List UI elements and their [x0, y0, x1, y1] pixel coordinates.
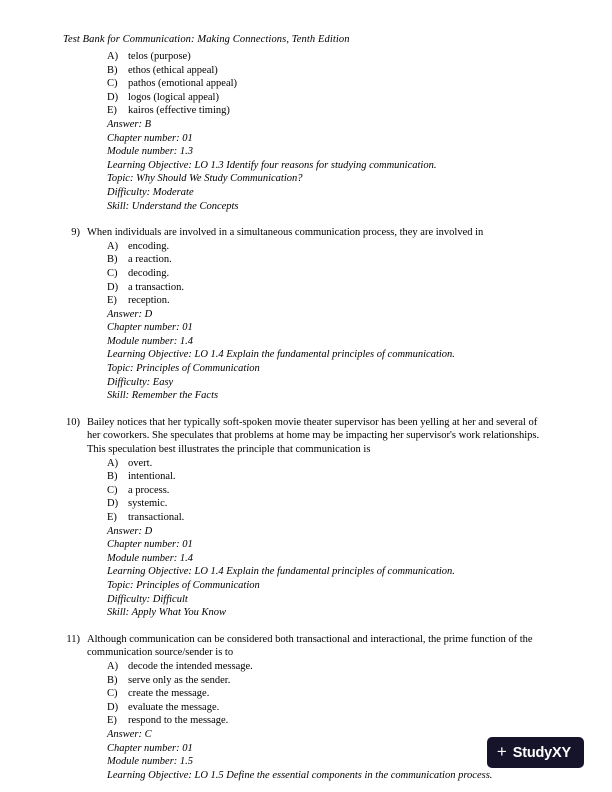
block-spacer [63, 620, 553, 633]
document-header: Test Bank for Communication: Making Connections, Tenth Edition [63, 34, 350, 45]
option-text: reception. [128, 295, 170, 307]
option-label: E) [107, 105, 117, 117]
option-item[interactable] [107, 50, 553, 64]
option-text: telos (purpose) [128, 51, 191, 62]
metadata-module: Module number: 1.4 [107, 552, 194, 564]
question-metadata [63, 118, 553, 213]
studyxy-watermark [487, 737, 584, 768]
option-label: E) [107, 512, 117, 523]
option-label: E) [107, 715, 117, 727]
metadata-answer: Answer: D [107, 308, 153, 320]
question-stem-line [63, 226, 553, 240]
option-text: encoding. [128, 240, 170, 252]
plus-icon: + [496, 742, 507, 761]
option-text: pathos (emotional appeal) [128, 78, 238, 90]
option-item[interactable] [107, 511, 553, 525]
option-item[interactable] [107, 104, 553, 118]
metadata-skill: Skill: Apply What You Know [107, 607, 227, 619]
metadata-answer: Answer: C [107, 728, 152, 740]
question-number: 11) [66, 633, 80, 645]
metadata-chapter: Chapter number: 01 [107, 322, 193, 334]
metadata-objective: Learning Objective: LO 1.3 Identify four reasons for studying communication. [107, 159, 437, 171]
option-label: A) [107, 240, 119, 252]
metadata-module: Module number: 1.4 [107, 335, 194, 347]
metadata-module: Module number: 1.5 [107, 756, 194, 768]
watermark-label: StudyXY [512, 744, 571, 761]
option-text: a transaction. [128, 281, 184, 293]
block-spacer [63, 403, 553, 416]
option-item[interactable] [107, 294, 553, 308]
metadata-objective: Learning Objective: LO 1.4 Explain the fundamental principles of communication. [107, 566, 455, 578]
option-item[interactable] [107, 701, 553, 715]
metadata-difficulty: Difficulty: Difficult [107, 593, 188, 605]
metadata-chapter: Chapter number: 01 [107, 742, 193, 754]
option-item[interactable] [107, 240, 553, 254]
block-spacer [63, 213, 553, 226]
option-text: decoding. [128, 267, 170, 279]
option-item[interactable] [107, 64, 553, 78]
option-label: D) [107, 701, 119, 713]
option-label: A) [107, 51, 119, 62]
question-block [63, 50, 553, 213]
option-text: ethos (ethical appeal) [128, 64, 218, 76]
option-item[interactable] [107, 281, 553, 295]
option-text: transactional. [128, 512, 185, 523]
option-label: B) [107, 674, 118, 686]
option-text: serve only as the sender. [128, 674, 231, 686]
metadata-chapter: Chapter number: 01 [107, 132, 193, 144]
option-label: B) [107, 64, 118, 76]
document-body [63, 50, 553, 782]
option-item[interactable] [107, 687, 553, 701]
metadata-chapter: Chapter number: 01 [107, 539, 193, 551]
option-text: systemic. [128, 498, 168, 510]
question-metadata [63, 308, 553, 403]
option-label: C) [107, 688, 118, 700]
question-block [63, 226, 553, 403]
option-text: a process. [128, 484, 170, 496]
option-text: create the message. [128, 688, 210, 700]
option-label: D) [107, 91, 119, 103]
metadata-difficulty: Difficulty: Easy [107, 376, 174, 388]
metadata-answer: Answer: D [107, 525, 153, 537]
option-item[interactable] [107, 714, 553, 728]
answer-options [63, 660, 553, 728]
metadata-topic: Topic: Principles of Communication [107, 363, 260, 375]
option-label: D) [107, 498, 119, 510]
question-metadata [63, 728, 553, 782]
option-label: C) [107, 78, 118, 90]
option-item[interactable] [107, 77, 553, 91]
option-text: kairos (effective timing) [128, 105, 230, 117]
option-item[interactable] [107, 497, 553, 511]
question-stem: Although communication can be considered both transactional and interactional, the prime function of the communication source/sender is to [87, 633, 533, 659]
option-text: intentional. [128, 471, 176, 483]
question-number: 10) [66, 416, 80, 428]
option-label: D) [107, 281, 119, 293]
option-text: logos (logical appeal) [128, 91, 219, 103]
option-item[interactable] [107, 457, 553, 471]
option-label: C) [107, 484, 118, 496]
option-item[interactable] [107, 470, 553, 484]
metadata-topic: Topic: Principles of Communication [107, 579, 260, 591]
metadata-skill: Skill: Remember the Facts [107, 390, 219, 402]
option-text: a reaction. [128, 254, 172, 266]
option-item[interactable] [107, 660, 553, 674]
metadata-topic: Topic: Why Should We Study Communication? [107, 173, 303, 185]
metadata-skill: Skill: Understand the Concepts [107, 200, 239, 212]
question-number: 9) [71, 227, 80, 239]
metadata-objective: Learning Objective: LO 1.4 Explain the fundamental principles of communication. [107, 349, 455, 361]
option-label: C) [107, 267, 118, 279]
option-label: B) [107, 254, 118, 266]
option-item[interactable] [107, 253, 553, 267]
option-label: A) [107, 457, 119, 469]
question-stem-line [63, 416, 553, 457]
option-label: B) [107, 471, 118, 483]
answer-options [63, 50, 553, 118]
question-stem-line [63, 633, 553, 660]
metadata-module: Module number: 1.3 [107, 146, 194, 158]
question-block [63, 416, 553, 620]
option-item[interactable] [107, 267, 553, 281]
option-text: overt. [128, 457, 153, 469]
question-stem: Bailey notices that her typically soft-spoken movie theater supervisor has been yelling at her and several of her coworkers. She speculates that problems at home may be impacting her supervisor's work relationships. This speculation best illustrates the principle that communication is [87, 416, 540, 456]
metadata-difficulty: Difficulty: Moderate [107, 186, 194, 198]
answer-options [63, 457, 553, 525]
answer-options [63, 240, 553, 308]
option-text: decode the intended message. [128, 660, 253, 672]
option-label: E) [107, 295, 117, 307]
option-item[interactable] [107, 91, 553, 105]
option-item[interactable] [107, 674, 553, 688]
option-item[interactable] [107, 484, 553, 498]
option-text: respond to the message. [128, 715, 229, 727]
option-label: A) [107, 660, 119, 672]
metadata-answer: Answer: B [107, 118, 152, 130]
option-text: evaluate the message. [128, 701, 220, 713]
metadata-objective: Learning Objective: LO 1.5 Define the essential components in the communication process. [107, 769, 493, 781]
question-block [63, 633, 553, 783]
question-metadata [63, 525, 553, 620]
question-stem: When individuals are involved in a simultaneous communication process, they are involved in [87, 227, 484, 239]
